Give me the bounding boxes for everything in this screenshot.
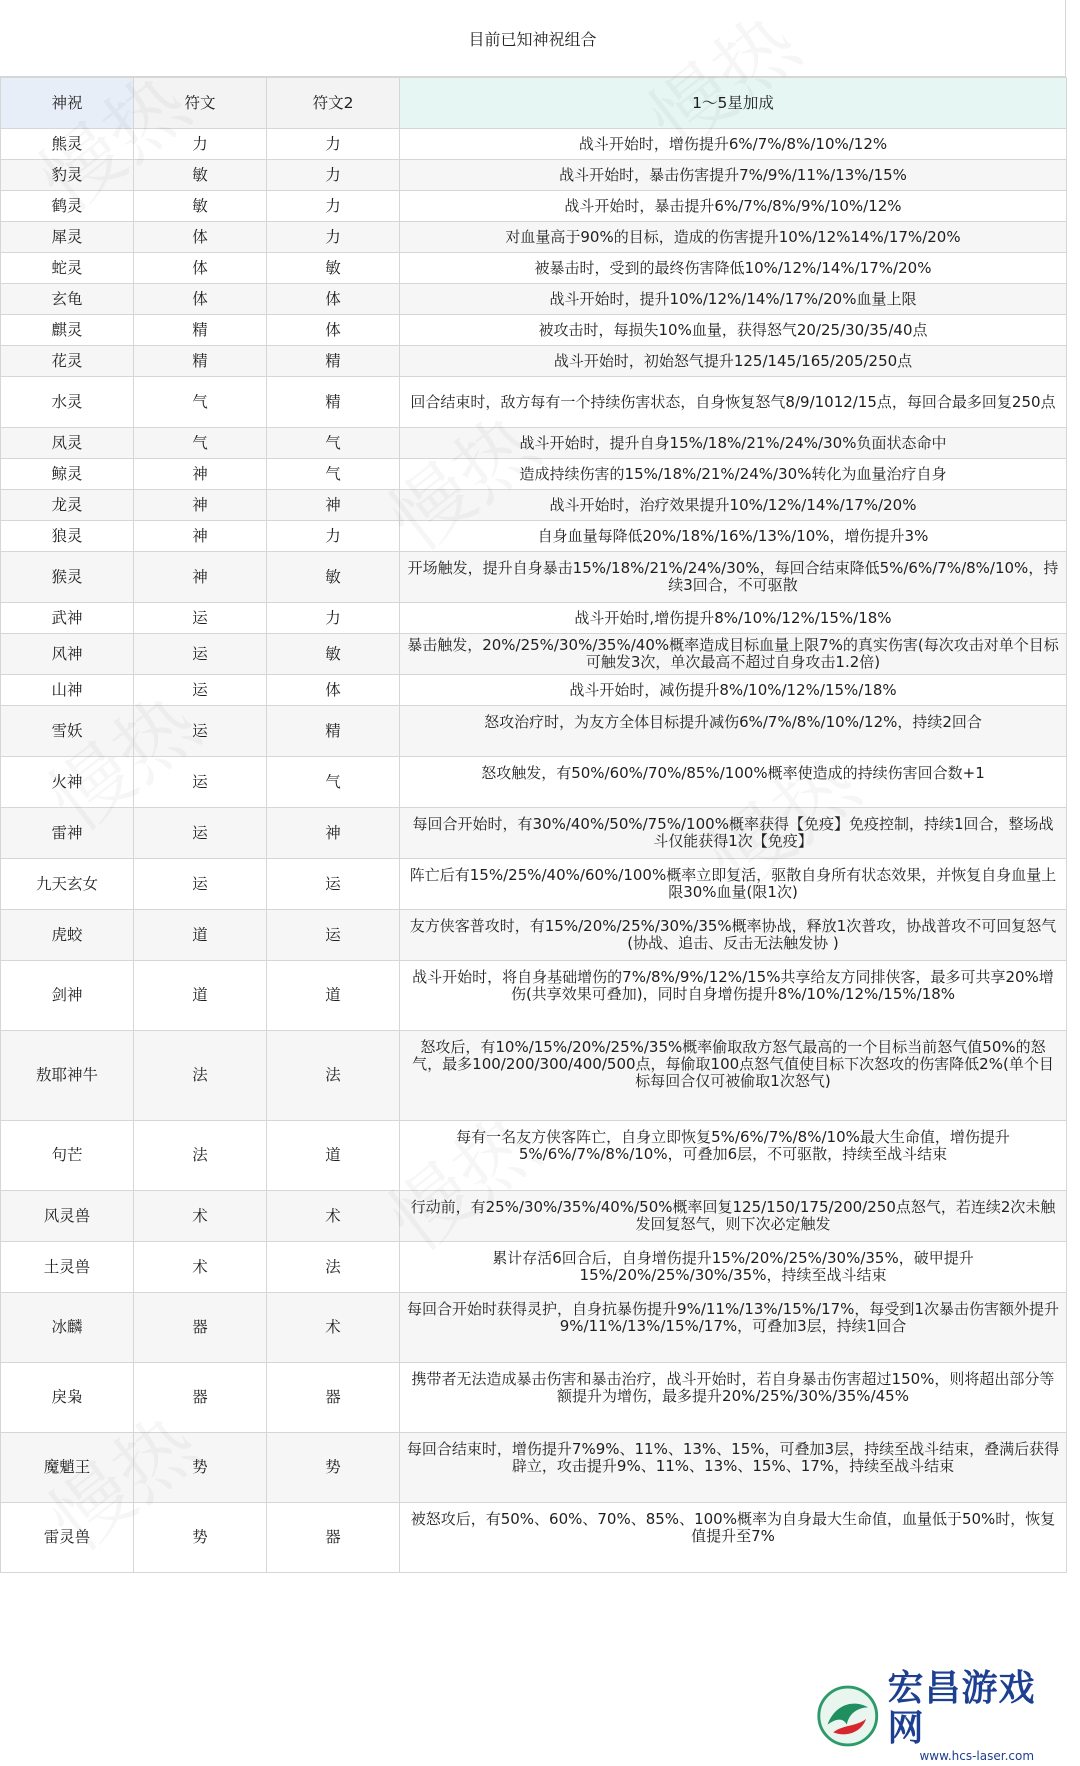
rune-cell: 神 (134, 490, 267, 521)
table-row (1, 634, 1067, 675)
blessing-name-cell: 土灵兽 (1, 1242, 134, 1293)
rune-cell: 神 (134, 521, 267, 552)
star-bonus-cell: 怒攻治疗时，为友方全体目标提升减伤6%/7%/8%/10%/12%，持续2回合 (400, 706, 1067, 757)
table-row (1, 757, 1067, 808)
blessing-name-cell: 虎蛟 (1, 910, 134, 961)
blessing-name-cell: 凤灵 (1, 428, 134, 459)
table-row (1, 284, 1067, 315)
rune-2-cell: 器 (267, 1363, 400, 1433)
rune-2-cell: 气 (267, 459, 400, 490)
rune-cell: 力 (134, 129, 267, 160)
star-bonus-cell: 战斗开始时，暴击提升6%/7%/8%/9%/10%/12% (400, 191, 1067, 222)
rune-cell: 术 (134, 1191, 267, 1242)
rune-cell: 敏 (134, 160, 267, 191)
rune-cell: 神 (134, 459, 267, 490)
rune-2-cell: 运 (267, 859, 400, 910)
blessing-name-cell: 火神 (1, 757, 134, 808)
rune-cell: 道 (134, 910, 267, 961)
rune-cell: 器 (134, 1293, 267, 1363)
star-bonus-cell: 阵亡后有15%/25%/40%/60%/100%概率立即复活，驱散自身所有状态效果，并恢复自身血量上限30%血量(限1次) (400, 859, 1067, 910)
star-bonus-cell: 开场触发，提升自身暴击15%/18%/21%/24%/30%，每回合结束降低5%/6%/7%/8%/10%，持续3回合，不可驱散 (400, 552, 1067, 603)
rune-cell: 运 (134, 603, 267, 634)
rune-2-cell: 敏 (267, 253, 400, 284)
star-bonus-cell: 战斗开始时，增伤提升6%/7%/8%/10%/12% (400, 129, 1067, 160)
star-bonus-cell: 被攻击时，每损失10%血量，获得怒气20/25/30/35/40点 (400, 315, 1067, 346)
star-bonus-cell: 战斗开始时，将自身基础增伤的7%/8%/9%/12%/15%共享给友方同排侠客，最多可共享20%增伤(共享效果可叠加)，同时自身增伤提升8%/10%/12%/15%/18% (400, 961, 1067, 1031)
blessing-name-cell: 魔魈王 (1, 1433, 134, 1503)
star-bonus-cell: 战斗开始时，减伤提升8%/10%/12%/15%/18% (400, 675, 1067, 706)
header-row (1, 78, 1067, 129)
rune-2-cell: 势 (267, 1433, 400, 1503)
rune-2-cell: 神 (267, 808, 400, 859)
blessing-name-cell: 玄龟 (1, 284, 134, 315)
star-bonus-cell: 被暴击时，受到的最终伤害降低10%/12%/14%/17%/20% (400, 253, 1067, 284)
rune-2-cell: 体 (267, 315, 400, 346)
rune-2-cell: 敏 (267, 634, 400, 675)
rune-2-cell: 精 (267, 346, 400, 377)
rune-cell: 精 (134, 346, 267, 377)
star-bonus-cell: 战斗开始时,增伤提升8%/10%/12%/15%/18% (400, 603, 1067, 634)
table-row (1, 910, 1067, 961)
rune-cell: 体 (134, 222, 267, 253)
table-row (1, 808, 1067, 859)
rune-2-cell: 道 (267, 1121, 400, 1191)
table-row (1, 603, 1067, 634)
header-rune-2: 符文2 (267, 78, 400, 129)
logo-name: 宏昌游戏网 (887, 1668, 1036, 1749)
rune-2-cell: 敏 (267, 552, 400, 603)
rune-cell: 气 (134, 428, 267, 459)
blessing-name-cell: 敖耶神牛 (1, 1031, 134, 1121)
rune-2-cell: 力 (267, 603, 400, 634)
rune-2-cell: 体 (267, 675, 400, 706)
blessing-name-cell: 雷灵兽 (1, 1503, 134, 1573)
rune-cell: 法 (134, 1121, 267, 1191)
rune-cell: 运 (134, 675, 267, 706)
star-bonus-cell: 战斗开始时，提升自身15%/18%/21%/24%/30%负面状态命中 (400, 428, 1067, 459)
star-bonus-cell: 每回合结束时，增伤提升7%9%、11%、13%、15%，可叠加3层，持续至战斗结束，叠满后获得辟立，攻击提升9%、11%、13%、15%、17%，持续至战斗结束 (400, 1433, 1067, 1503)
star-bonus-cell: 每回合开始时获得灵护，自身抗暴伤提升9%/11%/13%/15%/17%，每受到1次暴击伤害额外提升9%/11%/13%/15%/17%，可叠加3层，持续1回合 (400, 1293, 1067, 1363)
table-row (1, 859, 1067, 910)
rune-cell: 运 (134, 634, 267, 675)
blessing-table (0, 77, 1067, 1573)
sheet-title: 目前已知神祝组合 (0, 0, 1066, 77)
table-row (1, 377, 1067, 428)
blessing-name-cell: 熊灵 (1, 129, 134, 160)
table-row (1, 706, 1067, 757)
header-star-bonus: 1～5星加成 (400, 78, 1067, 129)
rune-2-cell: 运 (267, 910, 400, 961)
rune-2-cell: 术 (267, 1191, 400, 1242)
blessing-name-cell: 花灵 (1, 346, 134, 377)
star-bonus-cell: 暴击触发，20%/25%/30%/35%/40%概率造成目标血量上限7%的真实伤害(每次攻击对单个目标可触发3次，单次最高不超过自身攻击1.2倍) (400, 634, 1067, 675)
rune-cell: 势 (134, 1433, 267, 1503)
star-bonus-cell: 怒攻后，有10%/15%/20%/25%/35%概率偷取敌方怒气最高的一个目标当前怒气值50%的怒气，最多100/200/300/400/500点，每偷取100点怒气值使目标下次怒攻的伤害降低2%(单个目标每回合仅可被偷取1次怒气) (400, 1031, 1067, 1121)
table-row (1, 253, 1067, 284)
star-bonus-cell: 自身血量每降低20%/18%/16%/13%/10%，增伤提升3% (400, 521, 1067, 552)
blessing-name-cell: 鹤灵 (1, 191, 134, 222)
site-logo[interactable] (814, 1668, 1066, 1763)
rune-2-cell: 力 (267, 521, 400, 552)
blessing-name-cell: 龙灵 (1, 490, 134, 521)
star-bonus-cell: 战斗开始时，暴击伤害提升7%/9%/11%/13%/15% (400, 160, 1067, 191)
blessing-name-cell: 雪妖 (1, 706, 134, 757)
logo-url: www.hcs-laser.com (919, 1749, 1035, 1763)
table-row (1, 129, 1067, 160)
star-bonus-cell: 每有一名友方侠客阵亡，自身立即恢复5%/6%/7%/8%/10%最大生命值，增伤提升5%/6%/7%/8%/10%，可叠加6层，不可驱散，持续至战斗结束 (400, 1121, 1067, 1191)
blessing-name-cell: 戾枭 (1, 1363, 134, 1433)
rune-2-cell: 气 (267, 428, 400, 459)
table-row (1, 1503, 1067, 1573)
rune-2-cell: 术 (267, 1293, 400, 1363)
table-row (1, 160, 1067, 191)
blessing-name-cell: 猴灵 (1, 552, 134, 603)
table-row (1, 315, 1067, 346)
star-bonus-cell: 回合结束时，敌方每有一个持续伤害状态，自身恢复怒气8/9/1012/15点，每回合最多回复250点 (400, 377, 1067, 428)
table-row (1, 521, 1067, 552)
blessing-name-cell: 武神 (1, 603, 134, 634)
rune-cell: 敏 (134, 191, 267, 222)
table-body (1, 129, 1067, 1573)
rune-cell: 器 (134, 1363, 267, 1433)
table-row (1, 552, 1067, 603)
star-bonus-cell: 怒攻触发，有50%/60%/70%/85%/100%概率使造成的持续伤害回合数+1 (400, 757, 1067, 808)
table-row (1, 428, 1067, 459)
blessing-name-cell: 麒灵 (1, 315, 134, 346)
blessing-name-cell: 冰麟 (1, 1293, 134, 1363)
table-row (1, 191, 1067, 222)
blessing-name-cell: 风神 (1, 634, 134, 675)
table-row (1, 1242, 1067, 1293)
star-bonus-cell: 造成持续伤害的15%/18%/21%/24%/30%转化为血量治疗自身 (400, 459, 1067, 490)
rune-2-cell: 神 (267, 490, 400, 521)
rune-2-cell: 气 (267, 757, 400, 808)
rune-cell: 运 (134, 706, 267, 757)
table-row (1, 1433, 1067, 1503)
star-bonus-cell: 对血量高于90%的目标，造成的伤害提升10%/12%14%/17%/20% (400, 222, 1067, 253)
table-row (1, 1293, 1067, 1363)
star-bonus-cell: 被怒攻后，有50%、60%、70%、85%、100%概率为自身最大生命值，血量低于50%时，恢复值提升至7% (400, 1503, 1067, 1573)
star-bonus-cell: 友方侠客普攻时，有15%/20%/25%/30%/35%概率协战，释放1次普攻，协战普攻不可回复怒气(协战、追击、反击无法触发协 ) (400, 910, 1067, 961)
header-blessing: 神祝 (1, 78, 134, 129)
table-row (1, 459, 1067, 490)
rune-cell: 运 (134, 808, 267, 859)
rune-2-cell: 体 (267, 284, 400, 315)
star-bonus-cell: 行动前，有25%/30%/35%/40%/50%概率回复125/150/175/200/250点怒气，若连续2次未触发回复怒气，则下次必定触发 (400, 1191, 1067, 1242)
rune-cell: 精 (134, 315, 267, 346)
header-rune: 符文 (134, 78, 267, 129)
rune-2-cell: 器 (267, 1503, 400, 1573)
rune-2-cell: 法 (267, 1031, 400, 1121)
star-bonus-cell: 携带者无法造成暴击伤害和暴击治疗，战斗开始时，若自身暴击伤害超过150%，则将超出部分等额提升为增伤，最多提升20%/25%/30%/35%/45% (400, 1363, 1067, 1433)
blessing-name-cell: 犀灵 (1, 222, 134, 253)
rune-2-cell: 精 (267, 706, 400, 757)
rune-cell: 术 (134, 1242, 267, 1293)
blessing-name-cell: 风灵兽 (1, 1191, 134, 1242)
rune-cell: 体 (134, 253, 267, 284)
table-row (1, 490, 1067, 521)
rune-2-cell: 力 (267, 129, 400, 160)
rune-cell: 体 (134, 284, 267, 315)
rune-cell: 运 (134, 757, 267, 808)
blessing-name-cell: 蛇灵 (1, 253, 134, 284)
table-row (1, 222, 1067, 253)
rune-2-cell: 力 (267, 222, 400, 253)
rune-cell: 道 (134, 961, 267, 1031)
table-row (1, 1363, 1067, 1433)
star-bonus-cell: 每回合开始时，有30%/40%/50%/75%/100%概率获得【免疫】免疫控制，持续1回合，整场战斗仅能获得1次【免疫】 (400, 808, 1067, 859)
star-bonus-cell: 战斗开始时，初始怒气提升125/145/165/205/250点 (400, 346, 1067, 377)
rune-2-cell: 道 (267, 961, 400, 1031)
star-bonus-cell: 战斗开始时，治疗效果提升10%/12%/14%/17%/20% (400, 490, 1067, 521)
star-bonus-cell: 累计存活6回合后，自身增伤提升15%/20%/25%/30%/35%，破甲提升15%/20%/25%/30%/35%，持续至战斗结束 (400, 1242, 1067, 1293)
star-bonus-cell: 战斗开始时，提升10%/12%/14%/17%/20%血量上限 (400, 284, 1067, 315)
blessing-name-cell: 豹灵 (1, 160, 134, 191)
blessing-name-cell: 句芒 (1, 1121, 134, 1191)
table-row (1, 961, 1067, 1031)
blessing-name-cell: 雷神 (1, 808, 134, 859)
table-row (1, 1031, 1067, 1121)
blessing-name-cell: 九天玄女 (1, 859, 134, 910)
blessing-name-cell: 水灵 (1, 377, 134, 428)
table-row (1, 1121, 1067, 1191)
blessing-name-cell: 狼灵 (1, 521, 134, 552)
blessing-name-cell: 剑神 (1, 961, 134, 1031)
rune-2-cell: 力 (267, 191, 400, 222)
table-row (1, 1191, 1067, 1242)
table-row (1, 346, 1067, 377)
rune-cell: 法 (134, 1031, 267, 1121)
rune-2-cell: 法 (267, 1242, 400, 1293)
rune-cell: 势 (134, 1503, 267, 1573)
rune-2-cell: 精 (267, 377, 400, 428)
blessing-name-cell: 山神 (1, 675, 134, 706)
rune-2-cell: 力 (267, 160, 400, 191)
rune-cell: 神 (134, 552, 267, 603)
dragon-logo-icon (814, 1681, 882, 1751)
rune-cell: 气 (134, 377, 267, 428)
rune-cell: 运 (134, 859, 267, 910)
blessing-name-cell: 鲸灵 (1, 459, 134, 490)
table-row (1, 675, 1067, 706)
